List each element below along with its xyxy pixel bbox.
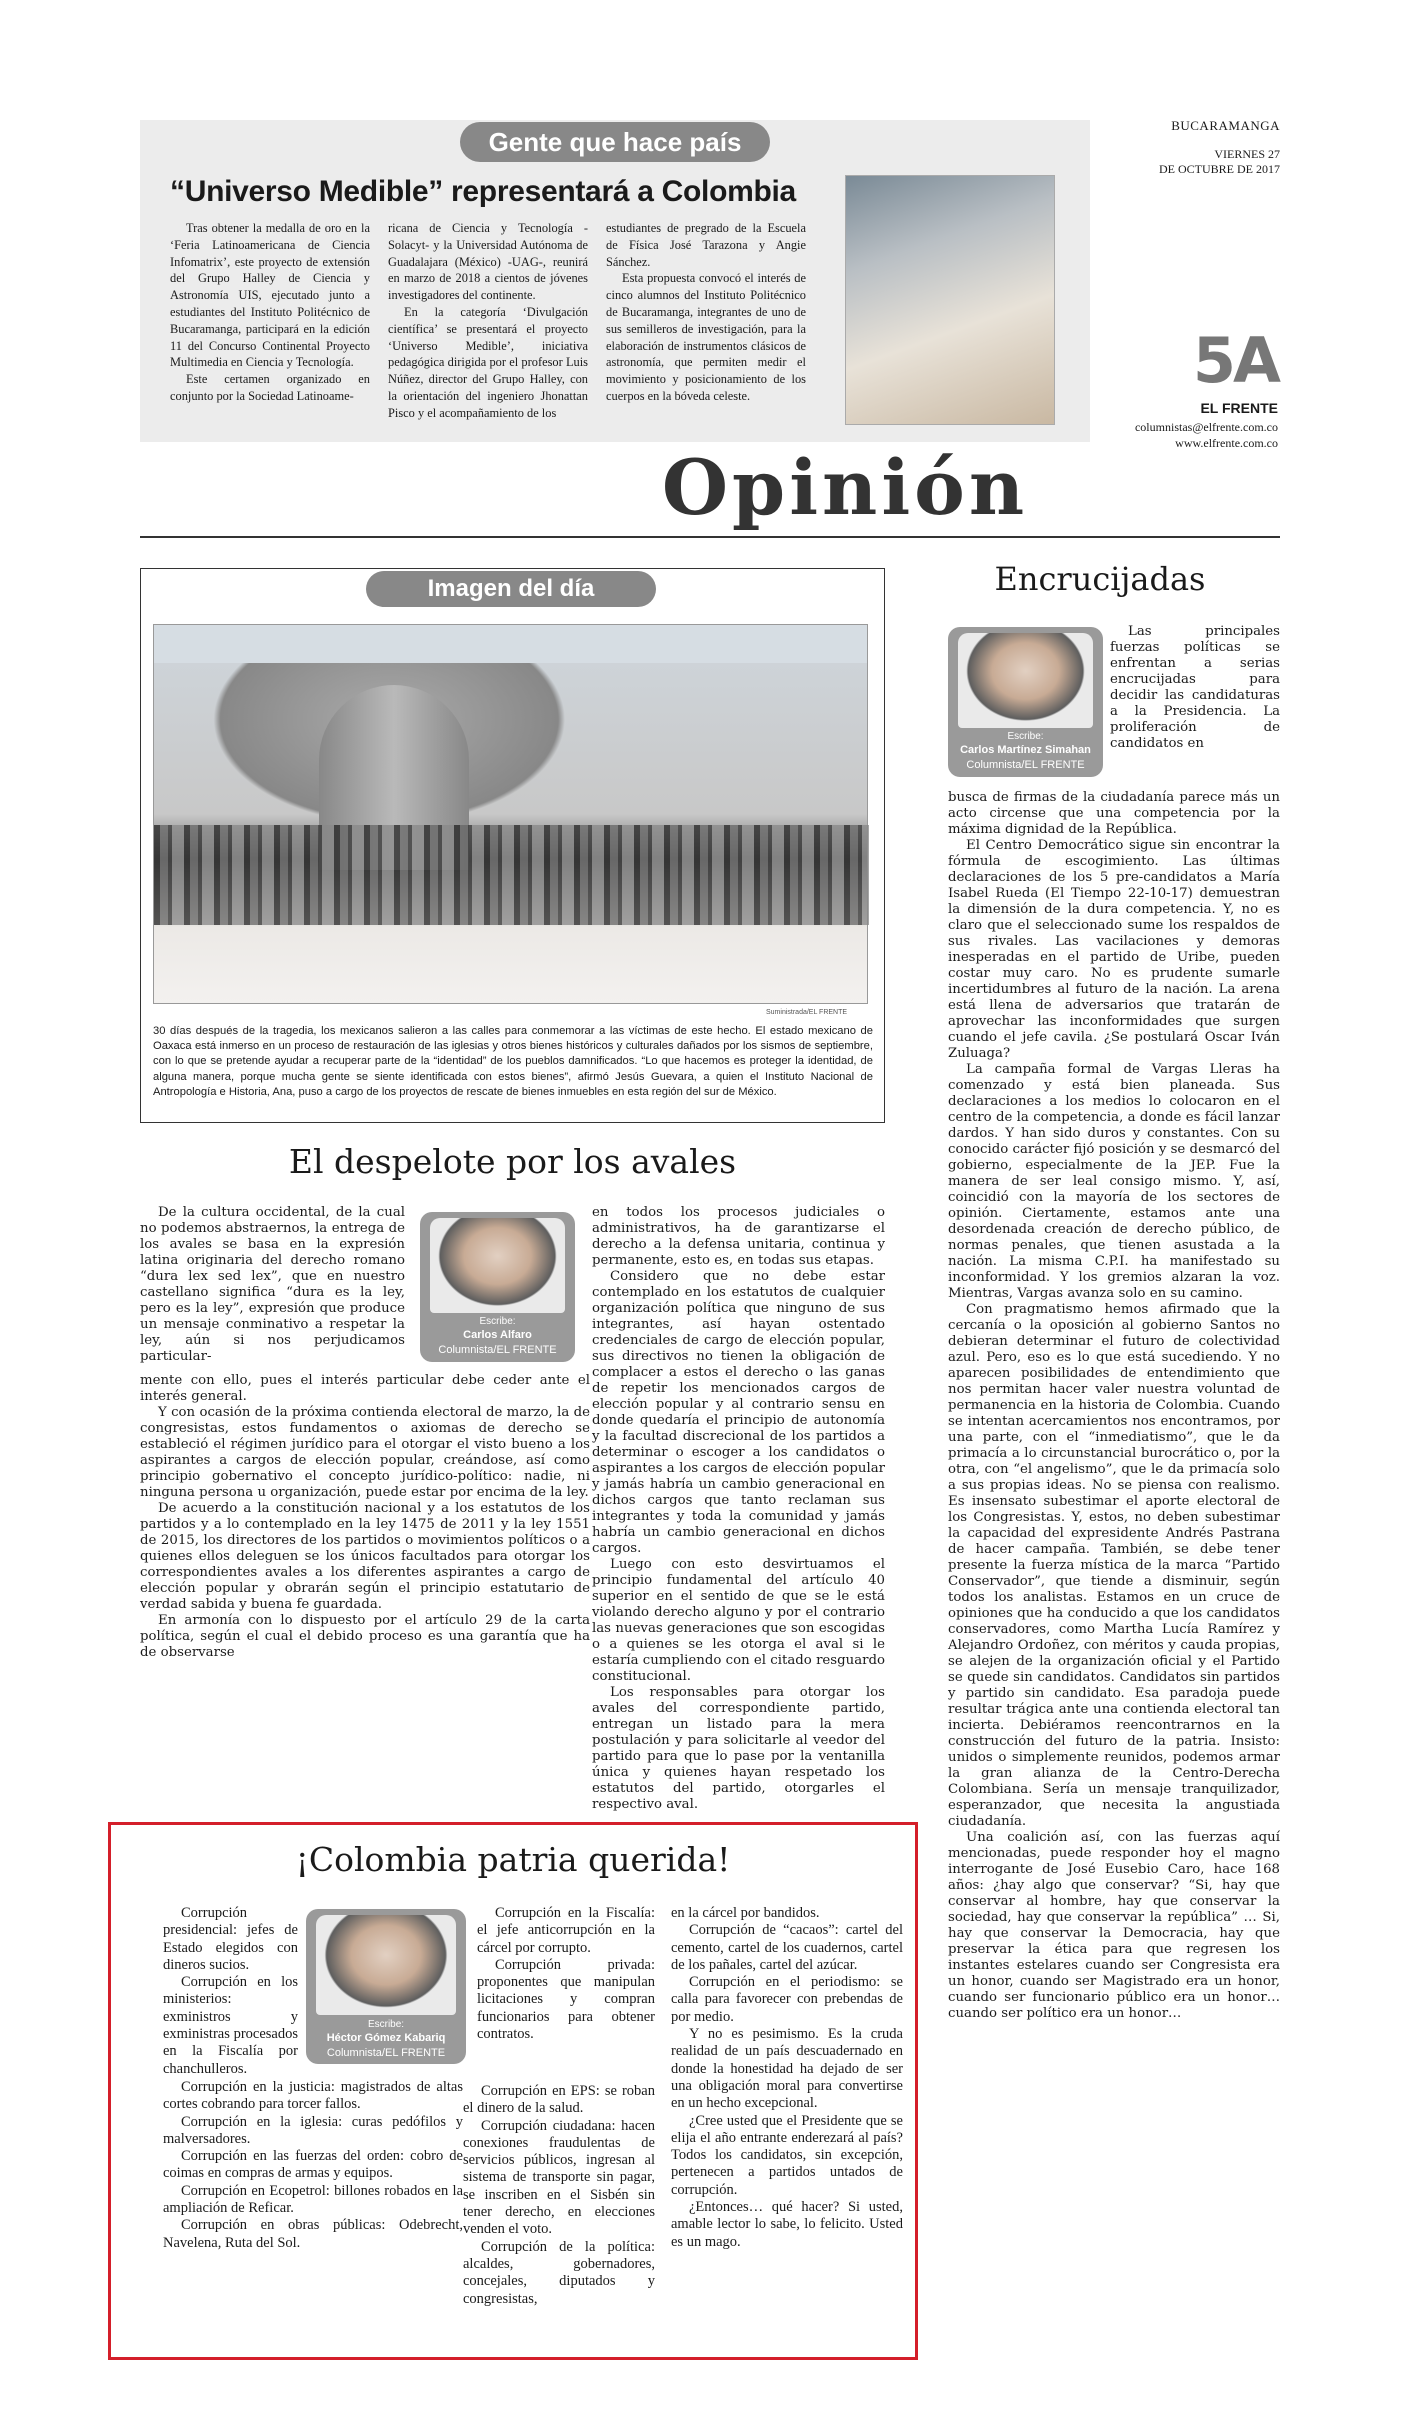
paragraph: Corrupción en la Fiscalía: el jefe anticorrupción en la cárcel por corrupto. xyxy=(477,1905,655,1956)
colombia-column-c xyxy=(477,1905,655,2043)
author-photo xyxy=(430,1218,565,1313)
paragraph: Corrupción de “cacaos”: cartel del cemento, cartel de los cuadernos, cartel de los pañales, cartel del azúcar. xyxy=(671,1922,903,1973)
top-story-column-2 xyxy=(388,220,588,422)
encrucijadas-column-b xyxy=(948,790,1280,2022)
author-card xyxy=(948,627,1103,777)
paragraph: Corrupción privada: proponentes que manipulan licitaciones y compran funcionarios para obtener contratos. xyxy=(477,1956,655,2043)
section-title: Opinión xyxy=(661,443,1029,532)
encrucijadas-column-a xyxy=(1110,624,1280,752)
brand-name: EL FRENTE xyxy=(1200,400,1278,416)
author-card xyxy=(420,1212,575,1362)
paragraph: Esta propuesta convocó el interés de cinco alumnos del Instituto Politécnico de Bucaramanga, integrantes de uno de sus semilleros de investigación, para la elaboración de instrumentos clásicos de astronomía, que permiten medir el movimiento y posicionamiento de los cuerpos en la bóveda celeste. xyxy=(606,271,806,403)
paragraph: en la cárcel por bandidos. xyxy=(671,1905,820,1921)
encrucijadas-title: Encrucijadas xyxy=(994,560,1206,598)
despelote-title: El despelote por los avales xyxy=(288,1142,737,1181)
monument-photo xyxy=(153,624,868,1004)
author-role: Columnista/EL FRENTE xyxy=(966,759,1085,771)
paragraph: Una coalición así, con las fuerzas aquí mencionadas, puede responder hoy el magno interrogante de José Eusebio Caro, hace 168 años: ¿hay algo que conservar? “Si, hay que conservar al hombre, hay que conservar la sociedad, hay que conservar la república” … Si, hay que conservar la Democracia, hay que preservar la ética para que regresen los instantes estelares cuando ser Congresista era un honor, cuando ser Magistrado era un honor, cuando ser funcionario público era un honor… cuando ser político era un honor… xyxy=(948,1830,1280,2021)
author-name: Héctor Gómez Kabariq xyxy=(326,2032,446,2044)
author-role: Columnista/EL FRENTE xyxy=(326,2047,446,2059)
contact-website[interactable]: www.elfrente.com.co xyxy=(1175,436,1278,450)
author-card xyxy=(306,1909,466,2064)
paragraph: Corrupción en la justicia: magistrados de altas cortes cobrando para torcer fallos. xyxy=(163,2079,463,2113)
paragraph: La campaña formal de Vargas Lleras ha comenzado y está bien planeada. Sus declaraciones a los medios lo colocaron en el centro de la competencia, a donde es fácil lanzar dardos. Y han sido duros y constantes. Con su conocido carácter fijó posición y se desmarcó del gobierno, especialmente de la JEP. Fue la manera de ser leal consigo mismo. Y, así, coincidió con la mayoría de los sectores de opinión. Ciertamente, estamos ante una desordenada creación de derecho público, de normas penales, que tienen asustada a la nación. La misma C.P.I. ha manifestado su inconformidad. Y los gremios alzaran la voz. Mientras, Vargas avanza solo en su camino. xyxy=(948,1062,1280,1301)
paragraph: De acuerdo a la constitución nacional y a los estatutos de los partidos y a lo contemplado en la ley 1475 de 2011 y la ley 1551 de 2015, los directores de los partidos o movimientos políticos o a quienes ellos deleguen se los únicos facultados para otorgar los correspondientes avales a los diferentes aspirantes a cargo de elección popular y obrarán según el principio estatutario de verdad sabida y buena fe guardada. xyxy=(140,1501,590,1612)
paragraph: Corrupción ciudadana: hacen conexiones fraudulentas de servicios públicos, ingresan al sistema de transporte sin pagar, se inscriben en el Sisbén sin tener derecho, en elecciones venden el voto. xyxy=(463,2117,655,2238)
image-of-day-label: Imagen del día xyxy=(366,571,656,607)
paragraph: mente con ello, pues el interés particular debe ceder ante el interés general. xyxy=(140,1373,590,1404)
author-label: Escribe: xyxy=(367,2019,405,2030)
photo-caption: 30 días después de la tragedia, los mexicanos salieron a las calles para conmemorar a las víctimas de este hecho. El estado mexicano de Oaxaca está inmerso en un proceso de restauración de las iglesias y otros bienes históricos y culturales dañados por los sismos de septiembre, con lo que se pretende ayudar a recuperar parte de la “identidad” de los pueblos damnificados. “Lo que hacemos es proteger la identidad, de alguna manera, porque mucha gente se siente identificada con estos bienes”, afirmó Jesús Guevara, a quien el Instituto Nacional de Antropología e Historia, Ana, puso a cargo de los proyectos de rescate de bienes inmuebles en esta región del sur de México. xyxy=(153,1025,873,1098)
paragraph: Corrupción en EPS: se roban el dinero de la salud. xyxy=(463,2083,655,2117)
colombia-column-d xyxy=(463,2083,655,2308)
paragraph: Y con ocasión de la próxima contienda electoral de marzo, la de congresistas, estos fundamentos o axiomas de derecho se estableció el régimen jurídico para el otorgar el visto bueno a los aspirantes a cargos de elección popular, creándose, así como principio gobernativo el concepto jurídico-político: nadie, ni ninguna persona u organización, puede estar por encima de la ley. xyxy=(140,1405,590,1500)
paragraph: En armonía con lo dispuesto por el artículo 29 de la carta política, según el cual el debido proceso es una garantía que ha de observarse xyxy=(140,1613,590,1660)
despelote-column-c xyxy=(592,1205,885,1813)
paragraph: Y no es pesimismo. Es la cruda realidad de un país descuadernado en donde la honestidad ha dejado de ser una obligación moral para convertirse en un hecho excepcional. xyxy=(671,2026,903,2112)
paragraph: El Centro Democrático sigue sin encontrar la fórmula de escogimiento. Las últimas declaraciones de los 5 pre-candidatos a María Isabel Rueda (El Tiempo 22-10-17) demuestran la dimensión de la dura competencia. Y, no es claro que el seleccionado sume los respaldos de sus rivales. Las vacilaciones y demoras inesperadas en el partido de Uribe, pueden costar muy caro. No es prudente sumarle incertidumbres al futuro de la nación. La arena está llena de adversarios que tratarán de aprovechar las inconformidades que surgen cuando el jefe cavila. ¿Se postulará Oscar Iván Zuluaga? xyxy=(948,838,1280,1061)
paragraph: ¿Entonces… qué hacer? Si usted, amable lector lo sabe, lo felicito. Usted es un mago. xyxy=(671,2199,903,2250)
paragraph: Corrupción en Ecopetrol: billones robados en la ampliación de Reficar. xyxy=(163,2182,463,2217)
paragraph: Corrupción en las fuerzas del orden: cobro de coimas en compras de armas y equipos. xyxy=(163,2148,463,2182)
paragraph: Las principales fuerzas políticas se enfrentan a serias encrucijadas para decidir las candidaturas a la Presidencia. La proliferación de candidatos en xyxy=(1110,624,1280,751)
paragraph: Corrupción en obras públicas: Odebrecht, Navelena, Ruta del Sol. xyxy=(163,2217,463,2251)
paragraph: Con pragmatismo hemos afirmado que la cercanía o la oposición al gobierno Santos no debieran determinar el futuro de colectividad azul. Pero, eso es lo que está sucediendo. Y no aparecen posibilidades de entendimiento que nos permitan hacer valer nuestra voluntad de permanencia en la historia de Colombia. Cuando se intentan acercamientos nos encontramos, por una parte, con el “inmediatismo”, que le da primacía a lo circunstancial burocrático o, por la otra, con “el angelismo”, que le da primacía solo a sus propias ideas. No se piensa con realismo. Es insensato subestimar el aporte electoral de los Congresistas. Y, estos, no deben subestimar la capacidad del expresidente Andrés Pastrana de hacer campaña. También, se debe tener presente la fuerza mística de la marca “Partido Conservador”, que tiende a disminuir, según todos los analistas. Estamos en un cruce de opiniones que ha conducido a que los candidatos conservadores, como Martha Lucía Ramírez y Alejandro Ordoñez, con méritos y cauda propias, se alejen de la organización oficial y el Partido se quede sin candidatos. Candidatos sin partidos y partido sin candidato. Esa paradoja puede resultar trágica ante una contienda electoral tan incierta. Debiéramos reencontrarnos en la construcción del futuro de la patria. Insisto: unidos o simplemente reunidos, podemos armar la gran alianza de la Centro-Derecha Colombiana. Sería un mensaje tranquilizador, esperanzador, que necesita la angustiada ciudadanía. xyxy=(948,1302,1280,1829)
colombia-column-a xyxy=(163,1905,298,2078)
paragraph: De la cultura occidental, de la cual no podemos abstraernos, la entrega de los avales se basa en la expresión latina originaria del derecho romano “dura lex sed lex”, que en nuestro castellano significa “dura es la ley, pero es la ley”, expresión que produce un mensaje conminativo a respetar la ley, aún si nos perjudicamos particular- xyxy=(140,1205,405,1364)
page-number: 5A xyxy=(1192,324,1278,397)
image-of-day-box xyxy=(140,568,885,1123)
top-story-column-1 xyxy=(170,220,370,405)
paragraph: estudiantes de pregrado de la Escuela de Física José Tarazona y Angie Sánchez. xyxy=(606,221,806,269)
paragraph: Corrupción en los ministerios: exministros y exministras procesados en la Fiscalía por chanchulleros. xyxy=(163,1974,298,2077)
paragraph: Tras obtener la medalla de oro en la ‘Feria Latinoamericana de Ciencia Infomatrix’, este proyecto de extensión del Grupo Halley de Ciencia y Astronomía UIS, ejecutado junto a estudiantes del Instituto Politécnico de Bucaramanga, participará en la edición 11 del Concurso Continental Proyecto Multimedia en Ciencia y Tecnología. xyxy=(170,221,370,370)
paragraph: Considero que no debe estar contemplado en los estatutos de cualquier organización política que ninguno de sus integrantes, así hayan ostentado credenciales de cargo de elección popular, sus directivos no tienen la obligación de complacer a estos el derecho o las ganas de repetir los mencionados cargos de elección popular y al contrario sensu en donde quedaría el principio de autonomía y la facultad discrecional de los partidos a determinar o escoger a los candidatos o aspirantes a los cargos de elección popular y jamás habría un cambio generacional en dichos cargos que tanto reclaman sus integrantes y toda la comunidad y jamás habría un cambio generacional en dichos cargos. xyxy=(592,1269,885,1556)
paragraph: Este certamen organizado en conjunto por la Sociedad Latinoame- xyxy=(170,372,370,403)
top-story-column-3 xyxy=(606,220,806,405)
top-story-title: “Universo Medible” representará a Colombia xyxy=(170,175,796,208)
author-label: Escribe: xyxy=(1007,731,1044,742)
paragraph: En la categoría ‘Divulgación científica’ se presentará el proyecto ‘Universo Medible’, iniciativa pedagógica dirigida por el profesor Luis Núñez, director del Grupo Halley, con la orientación del ingeniero Jhonattan Pisco y el acompañamiento de los xyxy=(388,304,588,420)
despelote-column-a xyxy=(140,1205,405,1365)
photo-credit: Suministrada/EL FRENTE xyxy=(766,1009,848,1016)
colombia-column-box xyxy=(108,1822,918,2360)
paragraph: Corrupción en la iglesia: curas pedófilos y malversadores. xyxy=(163,2113,463,2147)
colombia-title: ¡Colombia patria querida! xyxy=(295,1840,731,1879)
author-name: Carlos Alfaro xyxy=(463,1329,532,1341)
paragraph: ricana de Ciencia y Tecnología -Solacyt- y la Universidad Autónoma de Guadalajara (México) -UAG-, reunirá en marzo de 2018 a cientos de jóvenes investigadores del continente. xyxy=(388,221,588,303)
colombia-column-b xyxy=(163,2079,463,2252)
paragraph: Corrupción en el periodismo: se calla para favorecer con prebendas de por medio. xyxy=(671,1974,903,2025)
author-photo xyxy=(316,1915,456,2015)
section-divider xyxy=(140,536,1280,538)
students-photo xyxy=(845,175,1055,425)
author-label: Escribe: xyxy=(479,1316,516,1327)
paragraph: Luego con esto desvirtuamos el principio fundamental del artículo 40 superior en el sentido de que se le está violando derecho alguno y por el contrario las nuevas generaciones que son escogidas o a quienes se les otorga el aval si le estaría cumpliendo con el citado resguardo constitucional. xyxy=(592,1557,885,1684)
author-photo xyxy=(958,633,1093,728)
top-story-box xyxy=(140,120,1090,442)
city-label: BUCARAMANGA xyxy=(1171,118,1280,133)
paragraph: Corrupción de la política: alcaldes, gobernadores, concejales, diputados y congresistas, xyxy=(463,2238,655,2307)
paragraph: ¿Cree usted que el Presidente que se elija el año entrante enderezará al país? Todos los candidatos, sin excepción, pertenecen a partidos untados de corrupción. xyxy=(671,2112,903,2198)
crowd xyxy=(154,825,869,925)
paragraph: busca de firmas de la ciudadanía parece más un acto circense que una competencia por la máxima dignidad de la República. xyxy=(948,790,1280,837)
author-role: Columnista/EL FRENTE xyxy=(438,1344,557,1356)
paragraph: Los responsables para otorgar los avales del correspondiente partido, entregan un listado para la mera postulación y para solicitarle al veedor del partido para que lo pase por la ventanilla única y quienes hayan respetado los estatutos del partido, otorgarles el respectivo aval. xyxy=(592,1685,885,1812)
despelote-column-b xyxy=(140,1373,590,1661)
author-name: Carlos Martínez Simahan xyxy=(960,744,1091,756)
paragraph: Corrupción presidencial: jefes de Estado elegidos con dineros sucios. xyxy=(163,1905,298,1973)
contact-email[interactable]: columnistas@elfrente.com.co xyxy=(1134,420,1278,434)
date-weekday: VIERNES 27 xyxy=(1214,147,1280,161)
colombia-column-e xyxy=(671,1905,903,2251)
paragraph: en todos los procesos judiciales o administrativos, ha de garantizarse el derecho a la defensa unitaria, continua y permanente, esto es, en todas sus etapas. xyxy=(592,1205,885,1268)
date-full: DE OCTUBRE DE 2017 xyxy=(1159,162,1280,176)
section-label-pill: Gente que hace país xyxy=(460,122,770,162)
